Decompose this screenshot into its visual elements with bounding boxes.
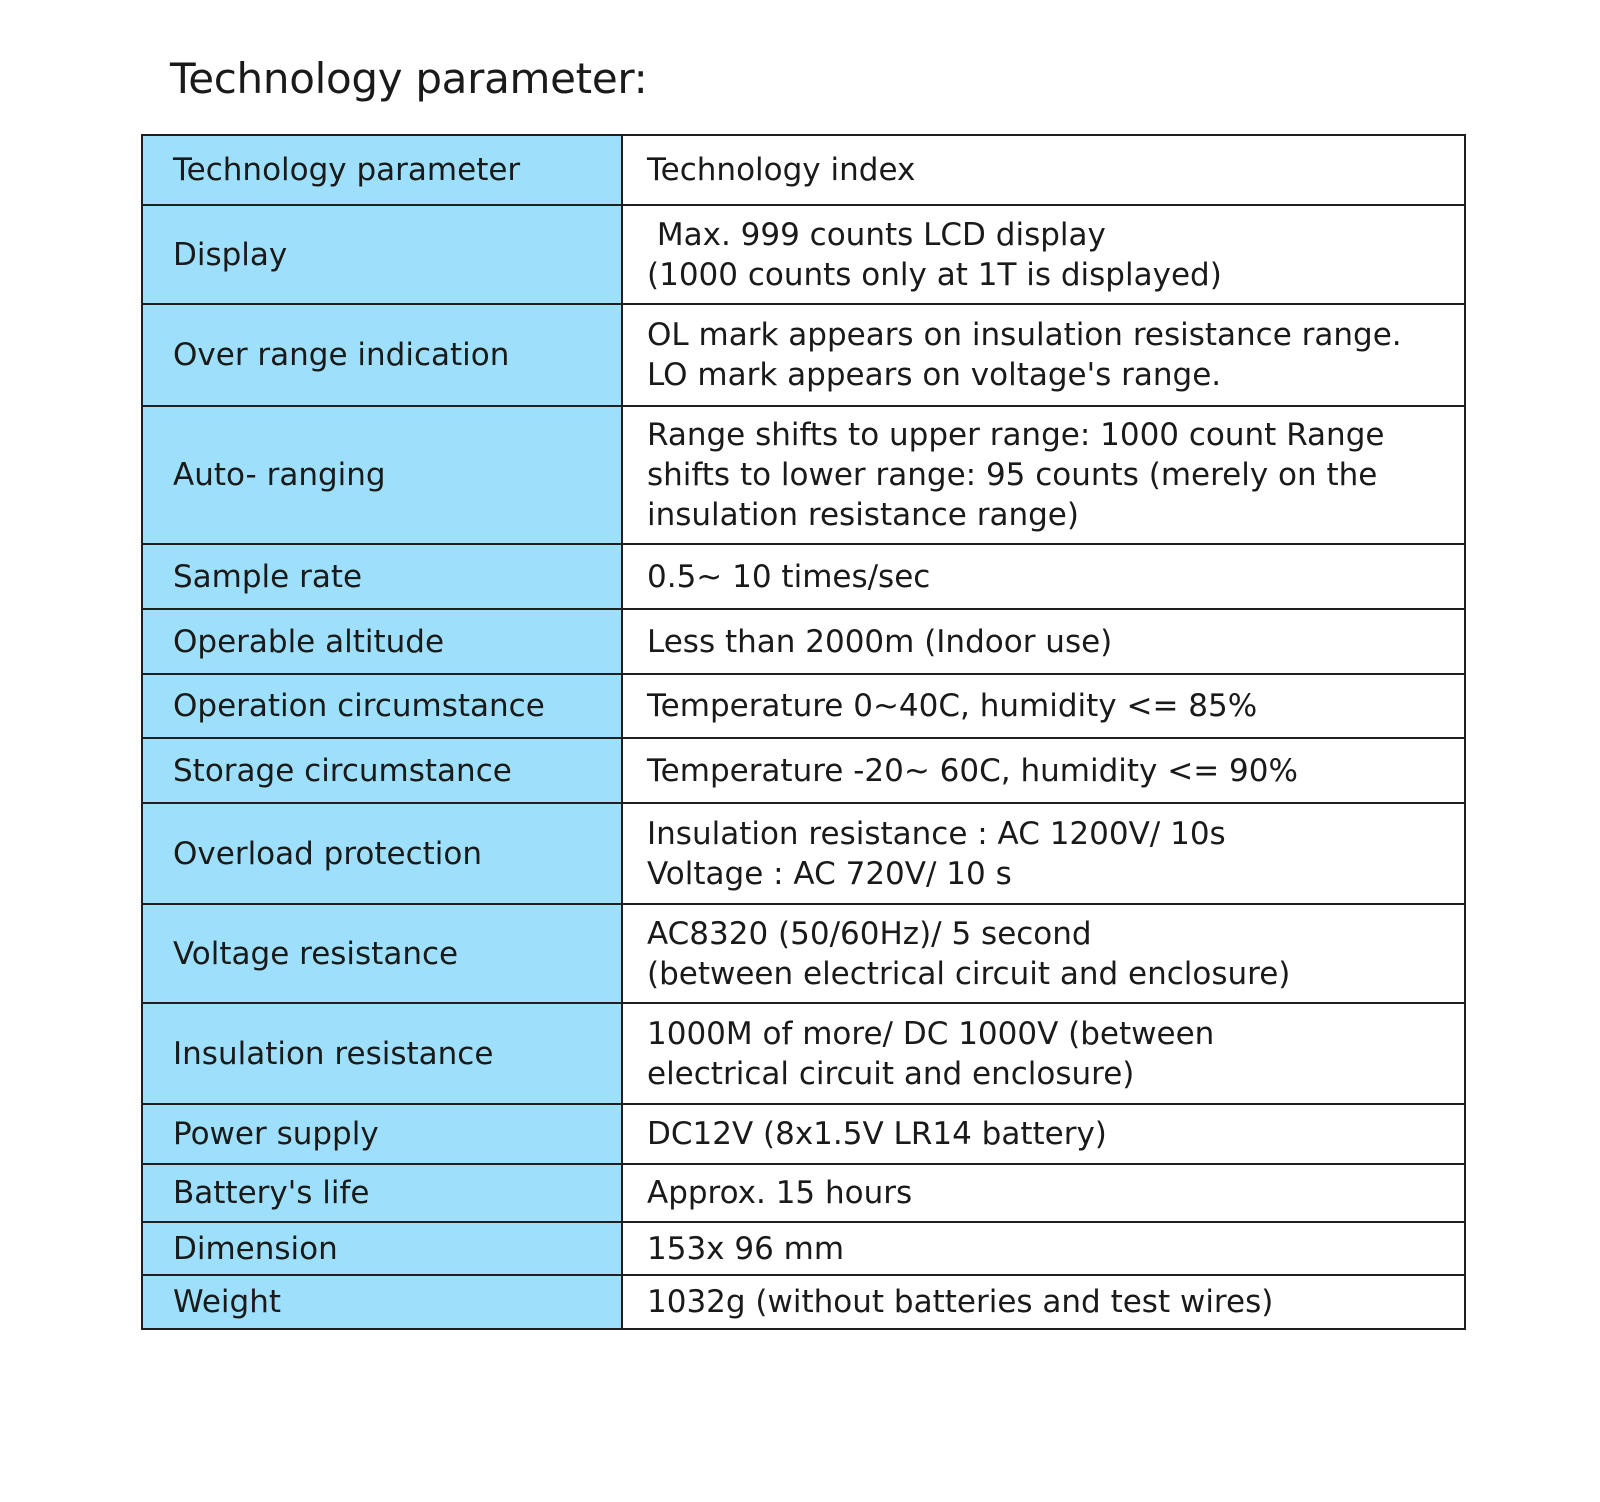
table-row-display	[142, 205, 1465, 304]
value-cell	[622, 1275, 1465, 1329]
table-row-weight	[142, 1275, 1465, 1329]
value-line: (1000 counts only at 1T is displayed)	[647, 256, 1222, 293]
value-line: 1000M of more/ DC 1000V (between	[647, 1015, 1215, 1052]
value-cell	[622, 803, 1465, 904]
page-title: Technology parameter:	[170, 54, 648, 103]
value-cell	[622, 406, 1465, 544]
value-line: 153x 96 mm	[647, 1230, 845, 1267]
param-cell: Insulation resistance	[142, 1003, 622, 1104]
value-cell	[622, 674, 1465, 738]
table-row-overload-protection	[142, 803, 1465, 904]
value-cell	[622, 1104, 1465, 1164]
value-line: 0.5~ 10 times/sec	[647, 558, 931, 595]
value-line: DC12V (8x1.5V LR14 battery)	[647, 1116, 1107, 1152]
param-cell: Operation circumstance	[142, 674, 622, 738]
table-row-dimension	[142, 1222, 1465, 1275]
param-cell: Storage circumstance	[142, 738, 622, 803]
value-line: Temperature -20~ 60C, humidity <= 90%	[647, 752, 1298, 789]
value-cell	[622, 609, 1465, 674]
param-cell: Dimension	[142, 1222, 622, 1275]
param-cell: Over range indication	[142, 304, 622, 406]
table-row-over-range	[142, 304, 1465, 406]
value-cell	[622, 738, 1465, 803]
header-index-cell: Technology index	[622, 135, 1465, 205]
value-line: Less than 2000m (Indoor use)	[647, 623, 1113, 660]
table-row-sample-rate	[142, 544, 1465, 609]
param-cell: Sample rate	[142, 544, 622, 609]
value-line: Range shifts to upper range: 1000 count Range	[647, 417, 1385, 453]
table-row-operation-circumstance	[142, 674, 1465, 738]
value-cell	[622, 1003, 1465, 1104]
value-line: Max. 999 counts LCD display	[647, 216, 1106, 253]
value-cell	[622, 544, 1465, 609]
table-row-power-supply	[142, 1104, 1465, 1164]
table-header-row	[142, 135, 1465, 205]
param-cell: Battery's life	[142, 1164, 622, 1222]
header-parameter-cell: Technology parameter	[142, 135, 622, 205]
value-line: insulation resistance range)	[647, 497, 1079, 533]
table-row-battery-life	[142, 1164, 1465, 1222]
value-line: 1032g (without batteries and test wires)	[647, 1284, 1274, 1320]
value-line: LO mark appears on voltage's range.	[647, 357, 1222, 393]
value-cell	[622, 1164, 1465, 1222]
spec-table	[141, 134, 1466, 1330]
table-row-storage-circumstance	[142, 738, 1465, 803]
value-line: electrical circuit and enclosure)	[647, 1055, 1135, 1092]
value-line: Approx. 15 hours	[647, 1175, 913, 1211]
value-cell	[622, 304, 1465, 406]
value-line: Insulation resistance : AC 1200V/ 10s	[647, 815, 1226, 852]
param-cell: Power supply	[142, 1104, 622, 1164]
value-cell	[622, 904, 1465, 1003]
param-cell: Voltage resistance	[142, 904, 622, 1003]
param-cell: Weight	[142, 1275, 622, 1329]
value-line: shifts to lower range: 95 counts (merely on the	[647, 457, 1378, 493]
param-cell: Auto- ranging	[142, 406, 622, 544]
value-line: (between electrical circuit and enclosure)	[647, 955, 1291, 992]
value-line: AC8320 (50/60Hz)/ 5 second	[647, 915, 1092, 952]
param-cell: Display	[142, 205, 622, 304]
value-cell	[622, 205, 1465, 304]
value-line: Temperature 0~40C, humidity <= 85%	[647, 688, 1258, 724]
table-row-insulation-resistance	[142, 1003, 1465, 1104]
param-cell: Operable altitude	[142, 609, 622, 674]
table-row-auto-ranging	[142, 406, 1465, 544]
value-cell	[622, 1222, 1465, 1275]
table-row-voltage-resistance	[142, 904, 1465, 1003]
value-line: OL mark appears on insulation resistance range.	[647, 317, 1402, 353]
table-row-operable-altitude	[142, 609, 1465, 674]
value-line: Voltage : AC 720V/ 10 s	[647, 855, 1012, 892]
param-cell: Overload protection	[142, 803, 622, 904]
